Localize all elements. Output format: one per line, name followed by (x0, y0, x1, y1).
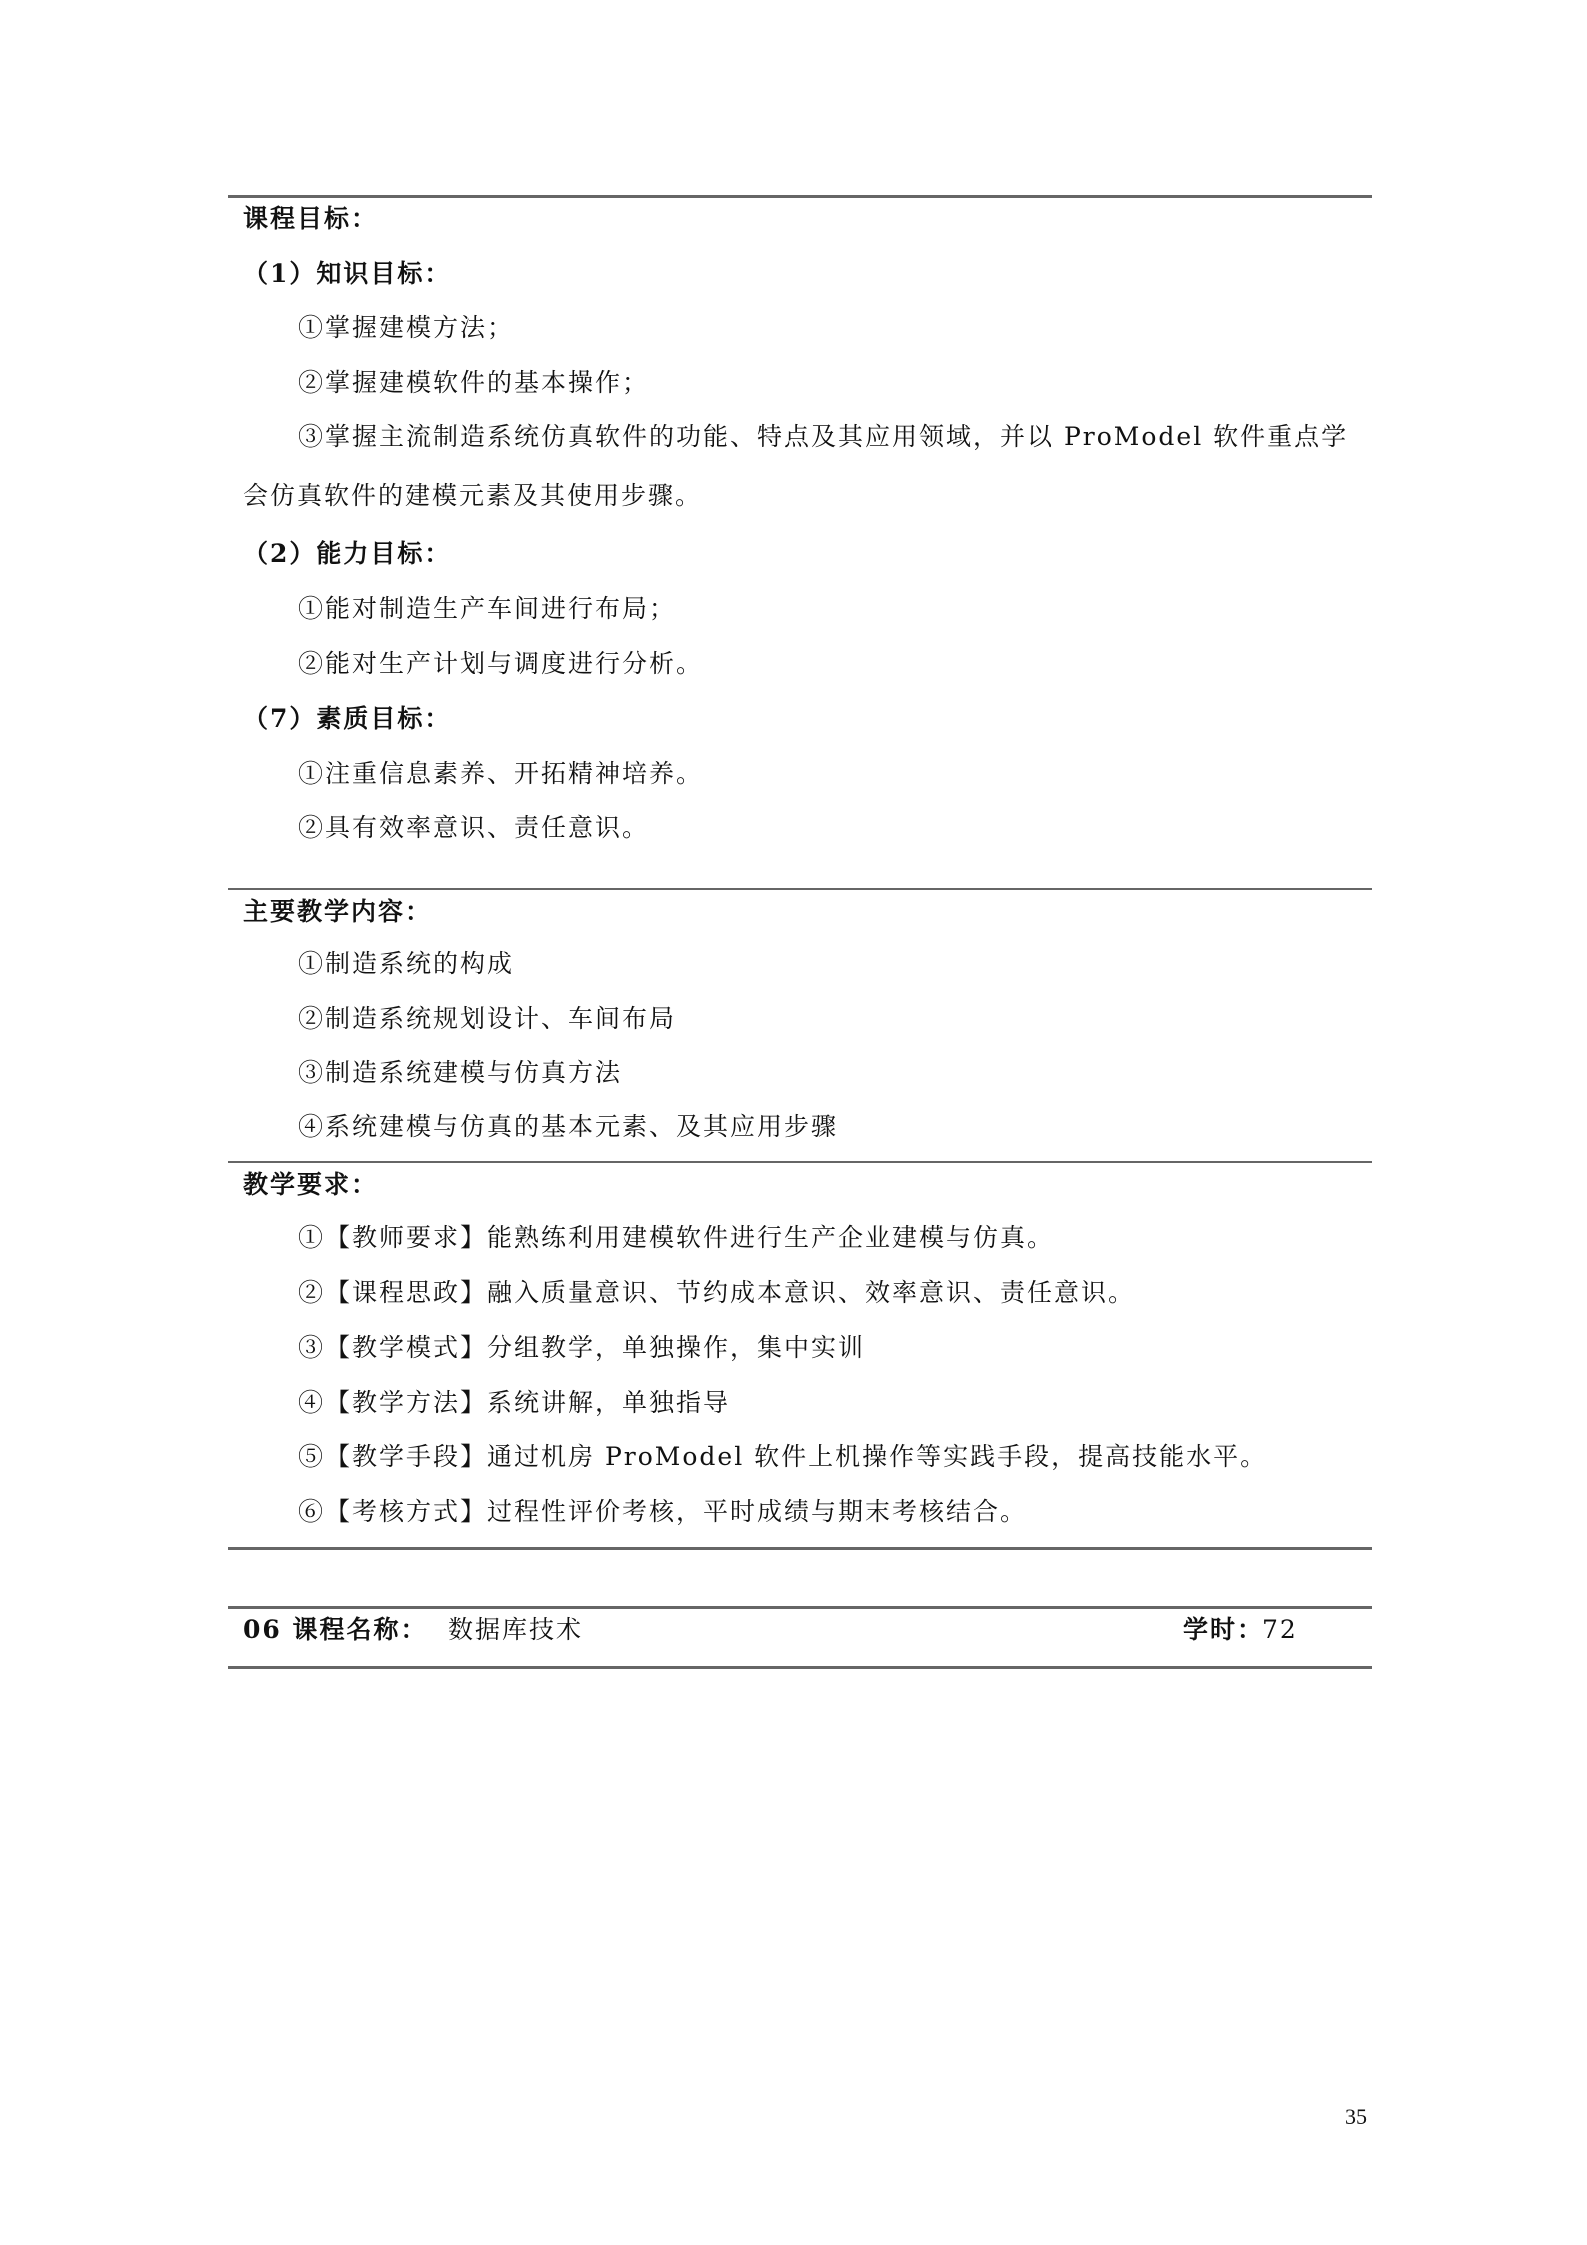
knowledge-goals-title: （1）知识目标： (243, 259, 452, 288)
top-rule (228, 195, 1372, 198)
requirement-item: ⑤【教学手段】通过机房 ProModel 软件上机操作等实践手段，提高技能水平。 (298, 1442, 1268, 1471)
section-divider (228, 1161, 1372, 1163)
content-heading: 主要教学内容： (243, 897, 433, 926)
page-number: 35 (1345, 2104, 1367, 2129)
ability-item: ②能对生产计划与调度进行分析。 (298, 649, 704, 678)
section-divider (228, 888, 1372, 890)
requirement-item: ④【教学方法】系统讲解，单独指导 (298, 1388, 731, 1417)
ability-goals-title: （2）能力目标： (243, 539, 452, 568)
content-item: ③制造系统建模与仿真方法 (298, 1058, 623, 1087)
ability-item: ①能对制造生产车间进行布局； (298, 594, 677, 623)
quality-item: ②具有效率意识、责任意识。 (298, 813, 650, 842)
knowledge-item: ②掌握建模软件的基本操作； (298, 368, 650, 397)
requirement-item: ⑥【考核方式】过程性评价考核，平时成绩与期末考核结合。 (298, 1497, 1028, 1526)
course-name-value: 数据库技术 (448, 1615, 584, 1644)
knowledge-item: ①掌握建模方法； (298, 313, 515, 342)
quality-goals-title: （7）素质目标： (243, 704, 452, 733)
requirement-item: ③【教学模式】分组教学，单独操作，集中实训 (298, 1333, 866, 1362)
requirement-item: ①【教师要求】能熟练利用建模软件进行生产企业建模与仿真。 (298, 1223, 1055, 1252)
knowledge-item-continuation: 会仿真软件的建模元素及其使用步骤。 (243, 481, 703, 510)
requirement-item: ②【课程思政】融入质量意识、节约成本意识、效率意识、责任意识。 (298, 1278, 1136, 1307)
requirements-heading: 教学要求： (243, 1170, 379, 1199)
course-hours-label: 学时： (1183, 1615, 1265, 1644)
content-item: ④系统建模与仿真的基本元素、及其应用步骤 (298, 1112, 839, 1141)
course-header-bottom-rule (228, 1666, 1372, 1669)
bottom-rule (228, 1547, 1372, 1550)
quality-item: ①注重信息素养、开拓精神培养。 (298, 759, 704, 788)
knowledge-item: ③掌握主流制造系统仿真软件的功能、特点及其应用领域，并以 ProModel 软件重点学 (298, 422, 1349, 451)
goals-heading: 课程目标： (243, 204, 379, 233)
course-name-label: 06 课程名称： (243, 1615, 428, 1644)
content-item: ②制造系统规划设计、车间布局 (298, 1004, 677, 1033)
content-item: ①制造系统的构成 (298, 949, 515, 978)
course-hours-value: 72 (1262, 1615, 1298, 1644)
course-header-top-rule (228, 1606, 1372, 1609)
